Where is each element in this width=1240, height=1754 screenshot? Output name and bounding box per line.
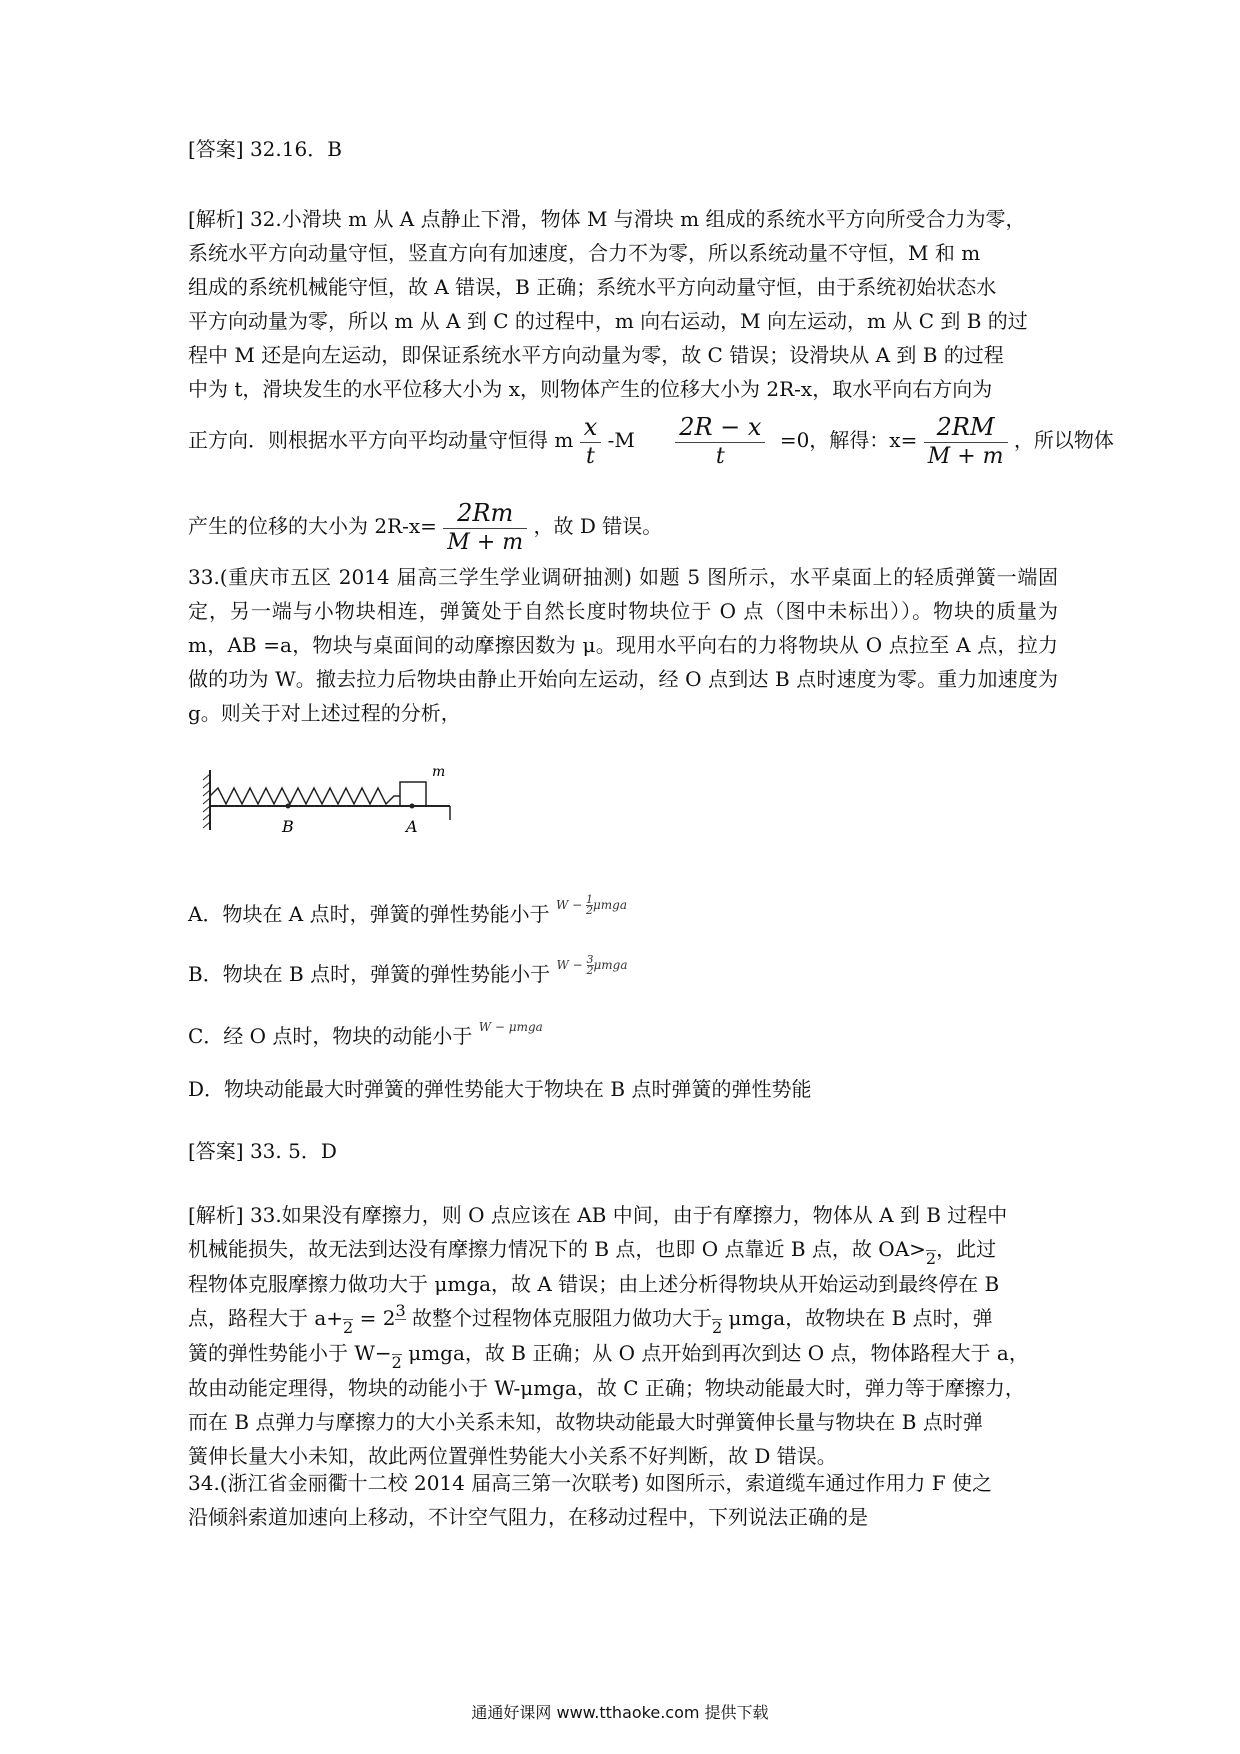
q32-displacement-line (188, 498, 1058, 557)
q32-analysis-line: [解析] 32.小滑块 m 从 A 点静止下滑，物体 M 与滑块 m 组成的系统水平方向所受合力为零， (188, 207, 1026, 231)
fraction-2rm-over-m-plus-m: $\frac{2RM}{M + m}$ (924, 412, 1008, 471)
q32-analysis-line: 程中 M 还是向左运动，即保证系统水平方向动量为零，故 C 错误；设滑块从 A 到 B 的过程 (188, 343, 1004, 367)
disp-prefix: 产生的位移的大小为 2R-x= (188, 514, 437, 538)
figure-label-b: B (282, 817, 294, 836)
spring-block-figure (200, 760, 460, 840)
eq-zero: =0，解得：x= (779, 428, 918, 452)
q34-stem-line: 沿倾斜索道加速向上移动，不计空气阻力，在移动过程中，下列说法正确的是 (188, 1505, 868, 1529)
page-footer: 通通好课网 www.tthaoke.com 提供下载 (471, 1703, 769, 1722)
q34-stem (188, 1466, 1058, 1534)
fraction-x-over-t: $\frac{x}{t}$ (580, 412, 602, 471)
q34-stem-line: 34.(浙江省金丽衢十二校 2014 届高三第一次联考) 如图所示，索道缆车通过作用力 F 使之 (188, 1471, 992, 1495)
q33-analysis-line: 程物体克服摩擦力做功大于 μmga，故 A 错误；由上述分析得物块从开始运动到最终停在 B (188, 1272, 1000, 1296)
fraction-2r-minus-x-over-t: $\frac{2R - x}{t}$ (675, 412, 765, 471)
q33-option-c: C．经 O 点时，物块的动能小于 $^{W - \mu mga}$ (188, 1020, 543, 1048)
q32-analysis-line: 组成的系统机械能守恒，故 A 错误，B 正确；系统水平方向动量守恒，由于系统初始状态水 (188, 275, 997, 299)
q32-analysis (188, 202, 1058, 406)
option-c-formula: W − μmga (478, 1020, 543, 1034)
q33-analysis-line: 而在 B 点弹力与摩擦力的大小关系未知，故物块动能最大时弹簧伸长量与物块在 B 点时弹 (188, 1410, 983, 1434)
q33-analysis-line: 簧的弹性势能小于 W− 2 μmga，故 B 正确；从 O 点开始到再次到达 O 点，物体路程大于 a， (188, 1336, 1058, 1371)
q33-stem: 33.(重庆市五区 2014 届高三学生学业调研抽测) 如题 5 图所示，水平桌面上的轻质弹簧一端固定，另一端与小物块相连，弹簧处于自然长度时物块位于 O 点（图中未标出））。物块的质量为 m，AB =a，物块与桌面间的动摩擦因数为 μ。现用水平向右的力将物块从 O 点拉至 A 点，拉力做的功为 W。撤去拉力后物块由静止开始向左运动，经 O 点到达 B 点时速度为零。重力加速度为 g。则关于对上述过程的分析， (188, 565, 1058, 725)
eq-prefix: 正方向．则根据水平方向平均动量守恒得 m (188, 428, 574, 452)
figure-label-m: m (432, 764, 446, 780)
eq-minus: -M (607, 428, 635, 452)
q33-analysis-line: 簧伸长量大小未知，故此两位置弹性势能大小关系不好判断，故 D 错误。 (188, 1444, 837, 1468)
disp-suffix: ，故 D 错误。 (533, 514, 663, 538)
figure-label-a: A (406, 817, 418, 836)
option-b-formula: W − 3 2 μmga (556, 953, 628, 977)
fraction-2rm-lower-over-m-plus-m: $\frac{2Rm}{M + m}$ (443, 498, 527, 557)
q32-analysis-line: 系统水平方向动量守恒，竖直方向有加速度，合力不为零，所以系统动量不守恒，M 和 m (188, 241, 981, 265)
q32-analysis-line: 平方向动量为零，所以 m 从 A 到 C 的过程中，m 向右运动，M 向左运动，m 从 C 到 B 的过 (188, 309, 1028, 333)
q33-answer: [答案] 33. 5．D (188, 1139, 337, 1163)
q32-equation-line (188, 412, 1114, 471)
q33-analysis-line: 故由动能定理得，物块的动能小于 W-μmga，故 C 正确；物块动能最大时，弹力等于摩擦力， (188, 1376, 1025, 1400)
option-a-formula: W − 1 2 μmga (555, 893, 628, 917)
q32-answer: [答案] 32.16．B (188, 137, 342, 161)
q33-option-d: D．物块动能最大时弹簧的弹性势能大于物块在 B 点时弹簧的弹性势能 (188, 1077, 812, 1101)
q33-option-a: A．物块在 A 点时，弹簧的弹性势能小于 $^{W - \frac{1}{2} \mu mga}$ (188, 893, 628, 926)
q33-analysis-line: [解析] 33.如果没有摩擦力，则 O 点应该在 AB 中间，由于有摩擦力，物体从 A 到 B 过程中 (188, 1203, 1008, 1227)
q32-analysis-line: 中为 t，滑块发生的水平位移大小为 x，则物体产生的位移大小为 2R-x，取水平向右方向为 (188, 377, 993, 401)
q33-analysis-line: 点，路程大于 a+ 2 = 2 3 故整个过程物体克服阻力做功大于 2 μmga，故物块在 B 点时，弹 (188, 1301, 993, 1337)
q33-analysis-line: 机械能损失，故无法到达没有摩擦力情况下的 B 点，也即 O 点靠近 B 点，故 OA> 2 ，此过 (188, 1232, 1058, 1267)
eq-suffix: ，所以物体 (1013, 428, 1114, 452)
q33-option-b: B．物块在 B 点时，弹簧的弹性势能小于 $^{W - \frac{3}{2} \mu mga}$ (188, 953, 628, 986)
q33-analysis (188, 1198, 1058, 1473)
